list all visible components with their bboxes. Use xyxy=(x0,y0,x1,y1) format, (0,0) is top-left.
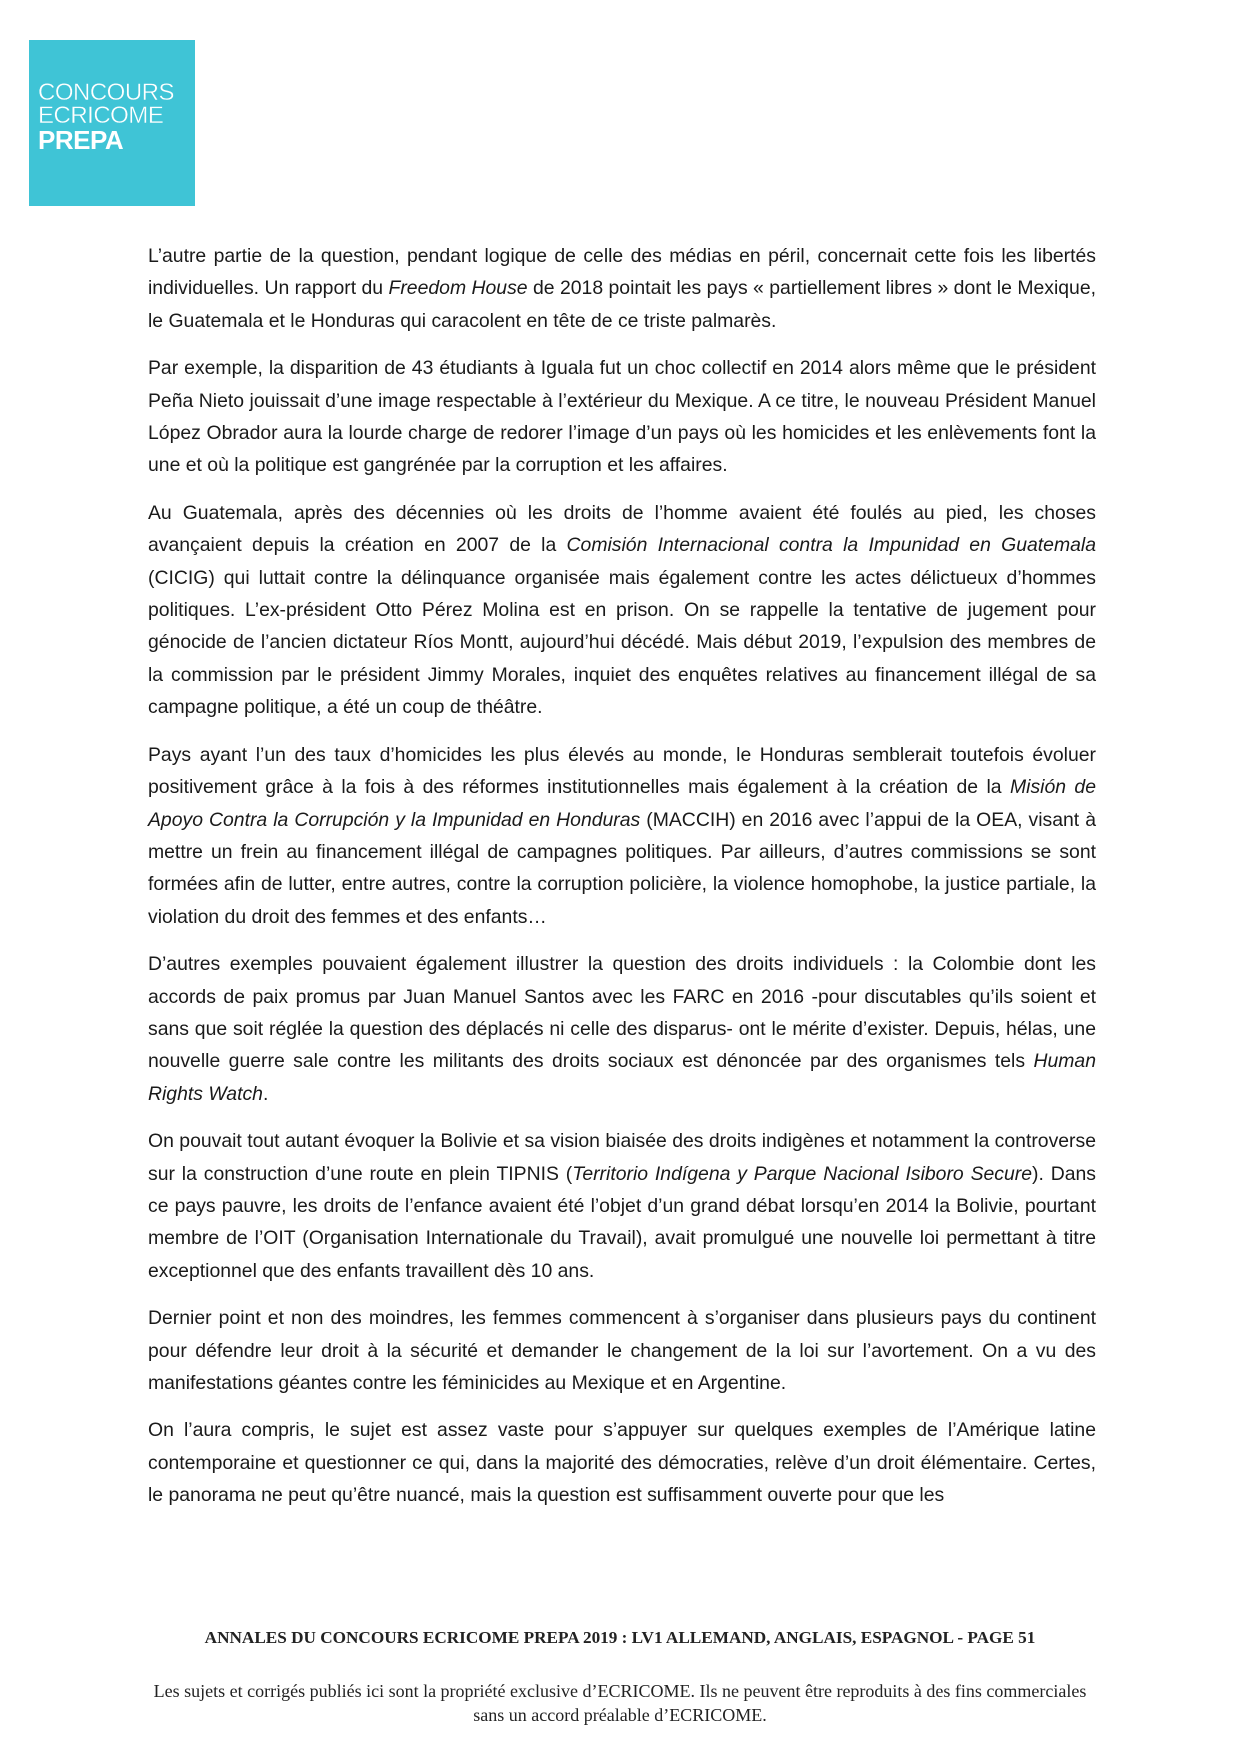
text-run: D’autres exemples pouvaient également illustrer la question des droits individuels : la Colombie dont les accords de paix promus par Juan Manuel Santos avec les FARC en 2016 -pour discutables qu’ils soient et sans que soit réglée la question des déplacés ni celle des disparus- ont le mérite d’exister. Depuis, hélas, une nouvelle guerre sale contre les militants des droits sociaux est dénoncée par des organismes tels xyxy=(148,953,1096,1073)
footer-title: ANNALES DU CONCOURS ECRICOME PREPA 2019 : LV1 ALLEMAND, ANGLAIS, ESPAGNOL - PAGE 51 xyxy=(204,1628,1036,1647)
text-run: Dernier point et non des moindres, les femmes commencent à s’organiser dans plusieurs pays du continent pour défendre leur droit à la sécurité et demander le changement de la loi sur l’avortement. On a vu des manifestations géantes contre les féminicides au Mexique et en Argentine. xyxy=(148,1307,1096,1394)
footer-copyright-note: Les sujets et corrigés publiés ici sont la propriété exclusive d’ECRICOME. Ils ne peuvent être reproduits à des fins commerciales sans un accord préalable d’ECRICOME. xyxy=(153,1681,1087,1725)
logo-line-prepa: PREPA xyxy=(38,124,124,155)
paragraph xyxy=(148,240,1096,337)
text-run: ). Dans ce pays pauvre, les droits de l’enfance avaient été l’objet d’un grand débat lorsqu’en 2014 la Bolivie, pourtant membre de l’OIT (Organisation Internationale du Travail), avait promulgué une nouvelle loi permettant à titre exceptionnel que des enfants travaillent dès 10 ans. xyxy=(148,1162,1096,1282)
italic-text: Comisión Internacional contra la Impunidad en Guatemala xyxy=(566,534,1096,557)
paragraph xyxy=(148,1125,1096,1287)
text-run: Au Guatemala, après des décennies où les droits de l’homme avaient été foulés au pied, les choses avançaient depuis la création en 2007 de la xyxy=(148,501,1096,557)
italic-text: Misión de Apoyo Contra la Corrupción y la Impunidad en Honduras xyxy=(148,776,1096,831)
paragraph xyxy=(148,1302,1096,1399)
italic-text: Human Rights Watch xyxy=(148,1050,1096,1105)
paragraph xyxy=(148,497,1096,724)
logo-line-concours: CONCOURS xyxy=(38,79,175,106)
text-run: Pays ayant l’un des taux d’homicides les plus élevés au monde, le Honduras semblerait toutefois évoluer positivement grâce à la fois à des réformes institutionnelles mais également à la création de la xyxy=(148,743,1096,799)
text-run: L’autre partie de la question, pendant logique de celle des médias en péril, concernait cette fois les libertés individuelles. Un rapport du xyxy=(148,245,1096,300)
logo-line-ecricome: ECRICOME xyxy=(38,101,164,129)
paragraph xyxy=(148,1414,1096,1511)
text-run: . xyxy=(262,1082,269,1105)
text-run: de 2018 pointait les pays « partiellement libres » dont le Mexique, le Guatemala et le Honduras qui caracolent en tête de ce triste palmarès. xyxy=(148,277,1096,332)
text-run: (CICIG) qui luttait contre la délinquance organisée mais également contre les actes délictueux d’hommes politiques. L’ex-président Otto Pérez Molina est en prison. On se rappelle la tentative de jugement pour génocide de l’ancien dictateur Ríos Montt, aujourd’hui décédé. Mais début 2019, l’expulsion des membres de la commission par le président Jimmy Morales, inquiet des enquêtes relatives au financement illégal de sa campagne politique, a été un coup de théâtre. xyxy=(148,566,1096,719)
text-run: On pouvait tout autant évoquer la Bolivie et sa vision biaisée des droits indigènes et notamment la controverse sur la construction d’une route en plein TIPNIS ( xyxy=(148,1130,1096,1185)
document-body xyxy=(148,240,1096,1527)
paragraph xyxy=(148,352,1096,482)
paragraph xyxy=(148,739,1096,933)
paragraph xyxy=(148,948,1096,1110)
text-run: (MACCIH) en 2016 avec l’appui de la OEA, visant à mettre un frein au financement illégal de campagnes politiques. Par ailleurs, d’autres commissions se sont formées afin de lutter, entre autres, contre la corruption policière, la violence homophobe, la justice partiale, la violation du droit des femmes et des enfants… xyxy=(148,808,1096,928)
italic-text: Territorio Indígena y Parque Nacional Isiboro Secure xyxy=(572,1162,1033,1185)
text-run: On l’aura compris, le sujet est assez vaste pour s’appuyer sur quelques exemples de l’Amérique latine contemporaine et questionner ce qui, dans la majorité des démocraties, relève d’un droit élémentaire. Certes, le panorama ne peut qu’être nuancé, mais la question est suffisamment ouverte pour que les xyxy=(148,1419,1096,1507)
italic-text: Freedom House xyxy=(388,277,528,300)
text-run: Par exemple, la disparition de 43 étudiants à Iguala fut un choc collectif en 2014 alors même que le président Peña Nieto jouissait d’une image respectable à l’extérieur du Mexique. A ce titre, le nouveau Président Manuel López Obrador aura la lourde charge de redorer l’image d’un pays où les homicides et les enlèvements font la une et où la politique est gangrénée par la corruption et les affaires. xyxy=(148,357,1096,477)
ecricome-logo xyxy=(29,40,195,206)
